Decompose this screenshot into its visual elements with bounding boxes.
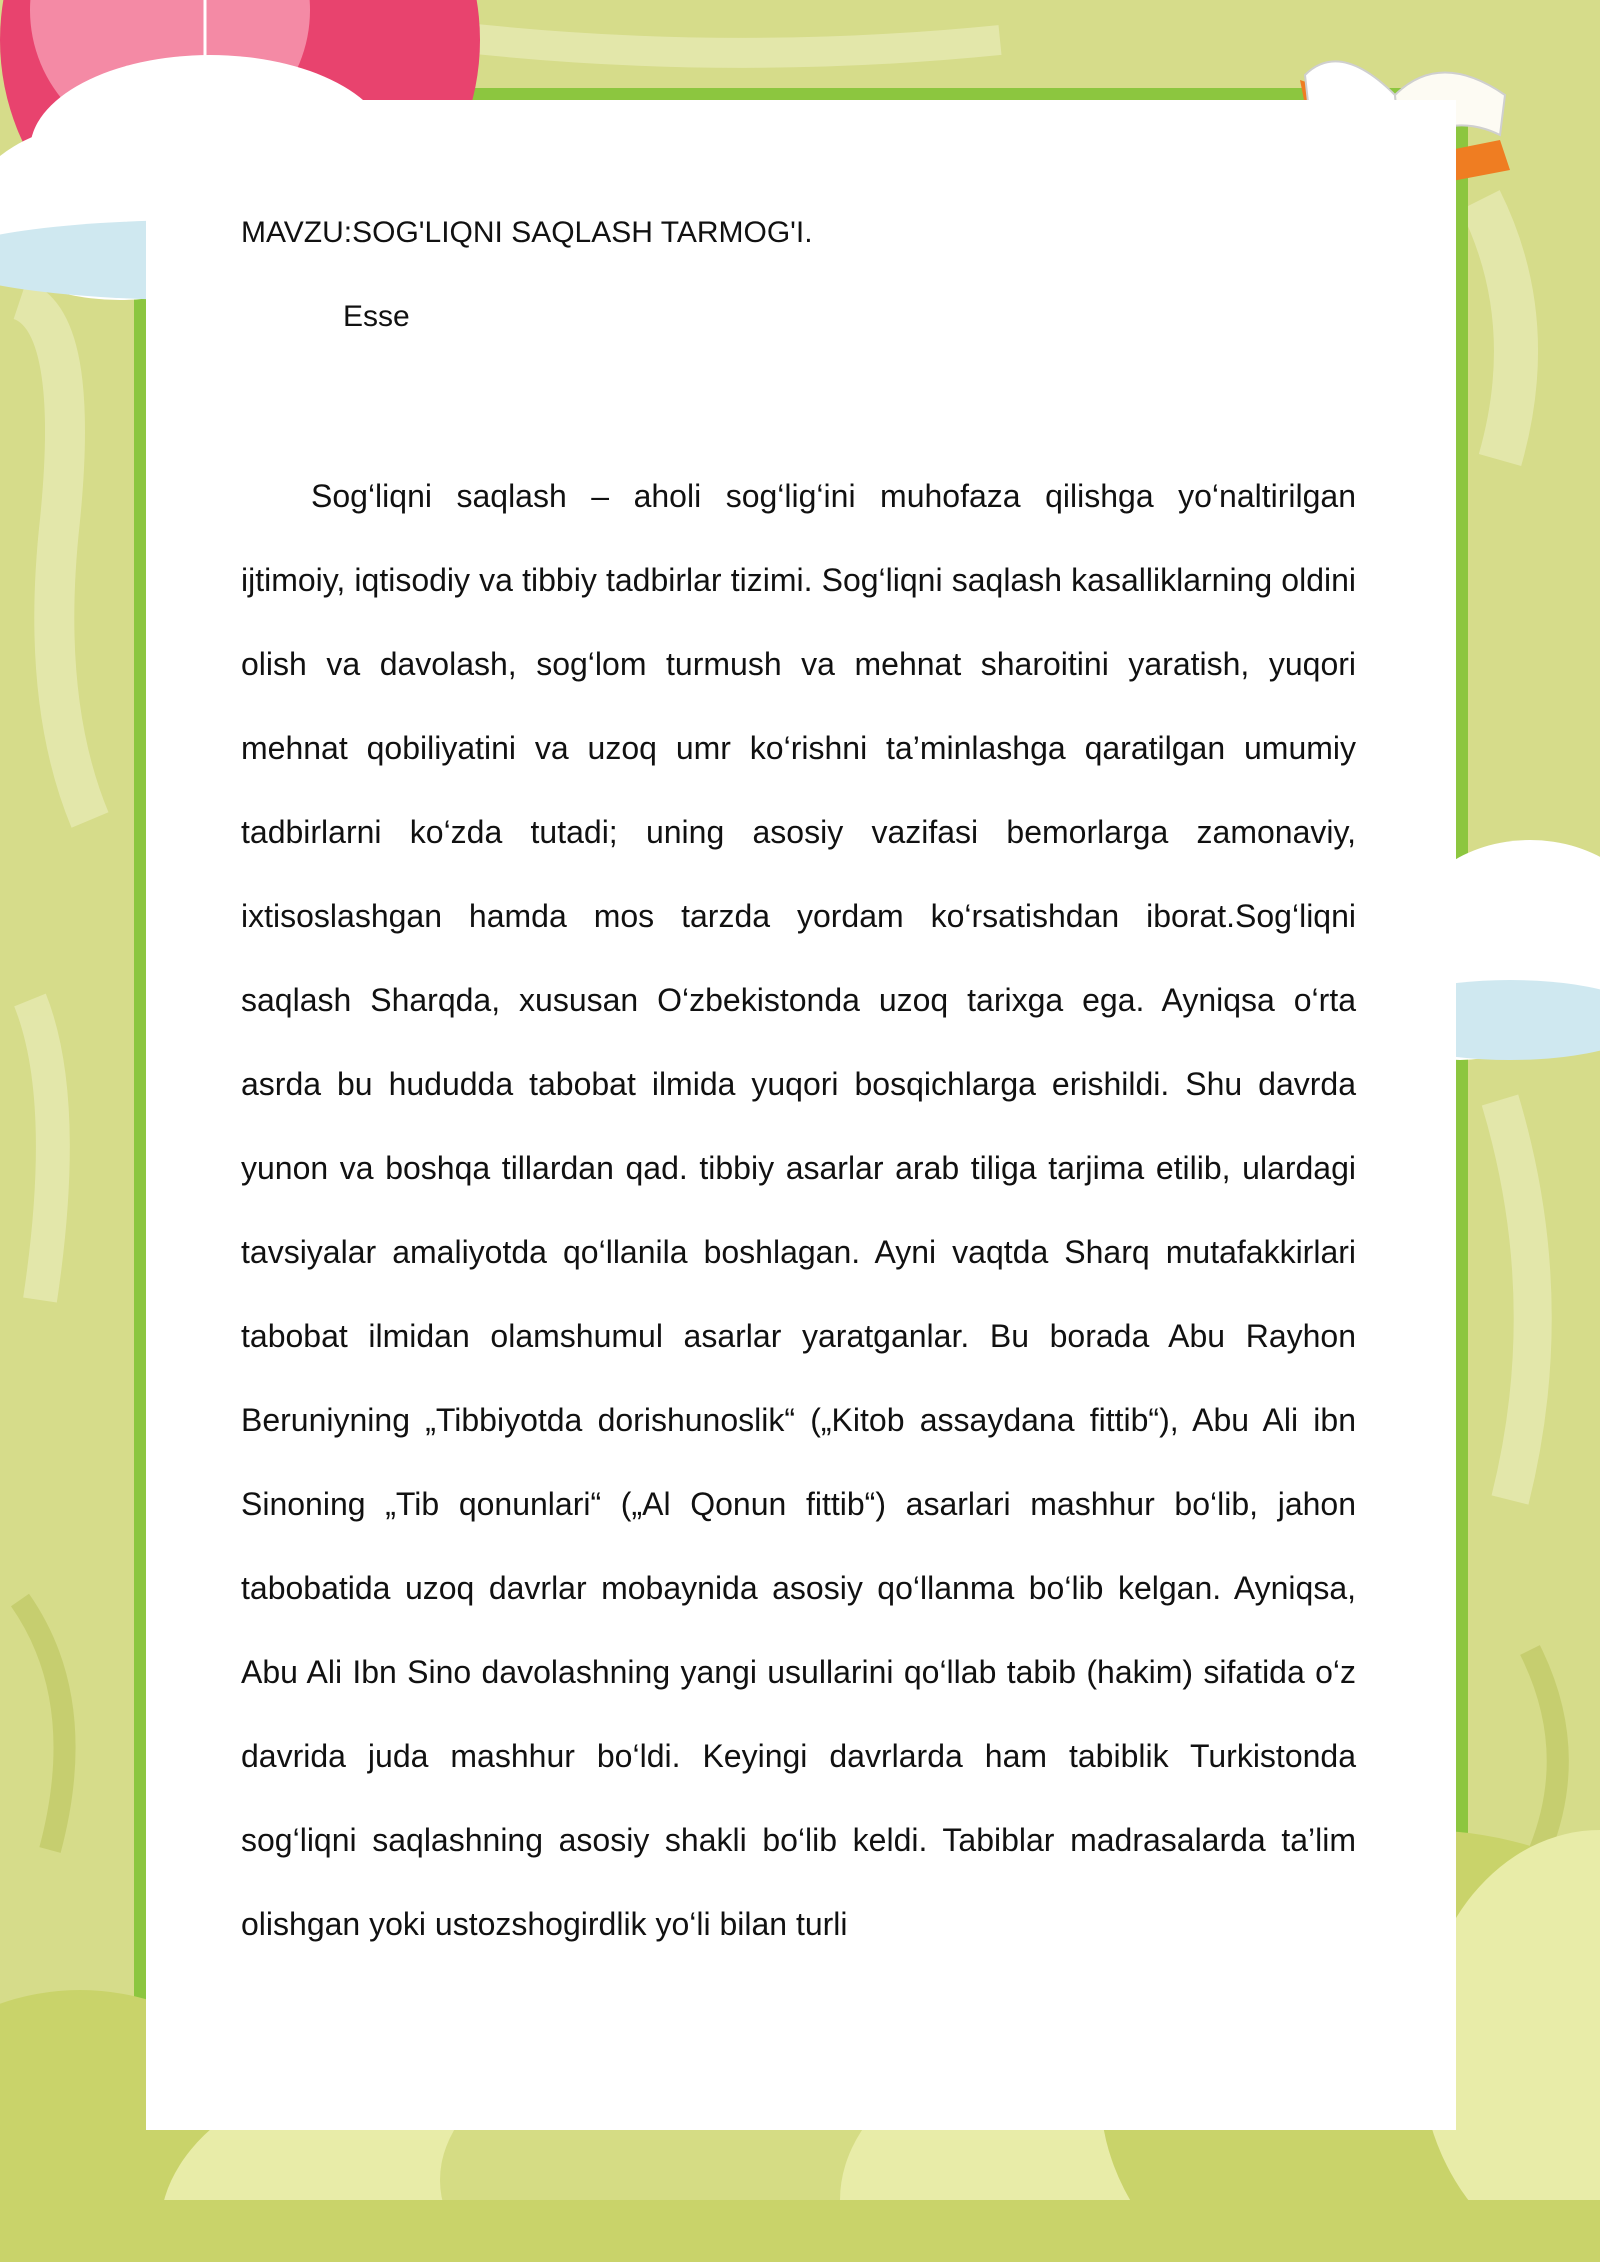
document-body-paragraph: Sog‘liqni saqlash – aholi sog‘lig‘ini muhofaza qilishga yo‘naltirilgan ijtimoiy, iqtisodiy va tibbiy tadbirlar tizimi. Sog‘liqni saqlash kasalliklarning oldini olish va davolash, sog‘lom turmush va mehnat sharoitini yaratish, yuqori mehnat qobiliyatini va uzoq umr ko‘rishni ta’minlashga qaratilgan umumiy tadbirlarni ko‘zda tutadi; uning asosiy vazifasi bemorlarga zamonaviy, ixtisoslashgan hamda mos tarzda yordam ko‘rsatishdan iborat.Sog‘liqni saqlash Sharqda, xususan O‘zbekistonda uzoq tarixga ega. Ayniqsa o‘rta asrda bu hududda tabobat ilmida yuqori bosqichlarga erishildi. Shu davrda yunon va boshqa tillardan qad. tibbiy asarlar arab tiliga tarjima etilib, ulardagi tavsiyalar amaliyotda qo‘llanila boshlagan. Ayni vaqtda Sharq mutafakkirlari tabobat ilmidan olamshumul asarlar yaratganlar. Bu borada Abu Rayhon Beruniyning „Tibbiyotda dorishunoslik“ („Kitob assaydana fittib“), Abu Ali ibn Sinoning „Tib qonunlari“ („Al Qonun fittib“) asarlari mashhur bo‘lib, jahon tabobatida uzoq davrlar mobaynida asosiy qo‘llanma bo‘lib kelgan. Ayniqsa, Abu Ali Ibn Sino davolashning yangi usullarini qo‘llab tabib (hakim) sifatida o‘z davrida juda mashhur bo‘ldi. Keyingi davrlarda ham tabiblik Turkistonda sog‘liqni saqlashning asosiy shakli bo‘lib keldi. Tabiblar madrasalarda ta’lim olishgan yoki ustozshogirdlik yo‘li bilan turli (241, 478, 1356, 1942)
document-subtitle: Esse (343, 300, 410, 333)
document-title: MAVZU:SOG'LIQNI SAQLASH TARMOG'I. (241, 216, 813, 249)
